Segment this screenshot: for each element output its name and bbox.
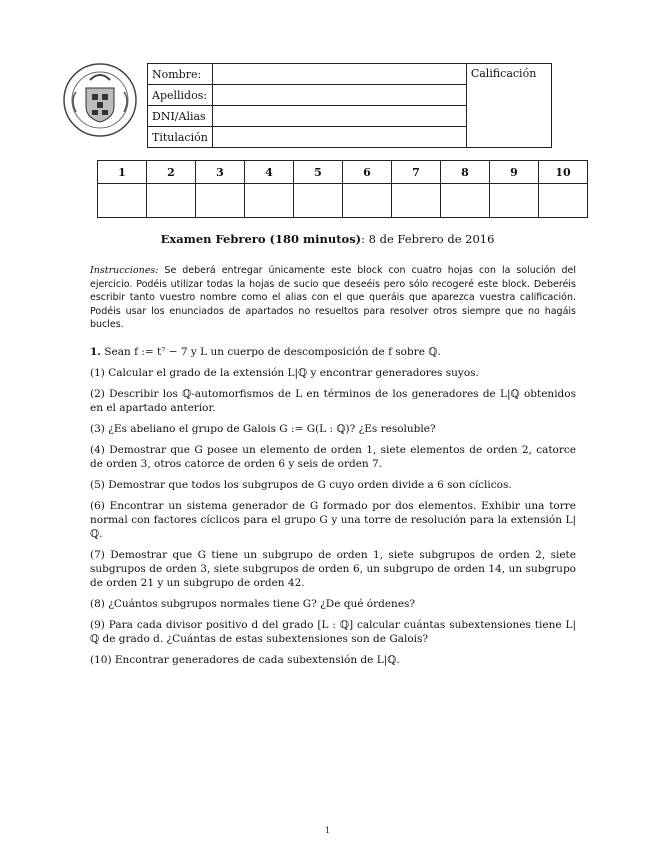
question-item: (3) ¿Es abeliano el grupo de Galois G := G(L : ℚ)? ¿Es resoluble?	[90, 423, 436, 435]
exam-title-bold: Examen Febrero (180 minutos)	[160, 232, 362, 246]
score-cell[interactable]	[98, 184, 147, 218]
score-cell[interactable]	[294, 184, 343, 218]
question-item: (8) ¿Cuántos subgrupos normales tiene G? ¿De qué órdenes?	[90, 598, 416, 610]
score-header: 7	[392, 161, 441, 184]
question-item: (6) Encontrar un sistema generador de G formado por dos elementos. Exhibir una torre normal con factores cíclicos para el grupo G y una torre de resolución para la extensión L|ℚ.	[90, 500, 576, 540]
problem-statement-text: Sean f := t⁷ − 7 y L un cuerpo de descomposición de f sobre ℚ.	[100, 346, 441, 358]
question-item: (9) Para cada divisor positivo d del grado [L : ℚ] calcular cuántas subextensiones tiene L|ℚ de grado d. ¿Cuántas de estas subextensiones son de Galois?	[90, 619, 576, 645]
nombre-label: Nombre:	[148, 64, 213, 85]
university-seal-logo	[62, 62, 138, 138]
score-header: 3	[196, 161, 245, 184]
score-cell[interactable]	[539, 184, 588, 218]
score-header: 1	[98, 161, 147, 184]
question-item: (1) Calcular el grado de la extensión L|ℚ y encontrar generadores suyos.	[90, 367, 479, 379]
problem-number: 1.	[90, 346, 101, 358]
score-header: 5	[294, 161, 343, 184]
calificacion-label: Calificación	[470, 67, 537, 80]
apellidos-field[interactable]	[212, 85, 466, 106]
score-header: 6	[343, 161, 392, 184]
score-header: 4	[245, 161, 294, 184]
instructions	[90, 264, 576, 332]
titulacion-label: Titulación	[148, 127, 213, 148]
dni-label: DNI/Alias	[148, 106, 213, 127]
instructions-text: Se deberá entregar únicamente este block con cuatro hojas con la solución del ejercicio. Podéis utilizar todas la hojas de sucio que deseéis pero sólo recogeré este block. Deberéis escribir tanto vuestro nombre como el alias con el que queráis que aparezca vuestra calificación. Podéis usar los enunciados de apartados no resueltos para resolver otros siempre que no hagáis bucles.	[90, 265, 576, 331]
instructions-lead: Instrucciones:	[90, 265, 159, 276]
score-cell[interactable]	[490, 184, 539, 218]
student-info-table	[147, 63, 552, 148]
score-table	[97, 160, 588, 218]
page-number: 1	[324, 826, 331, 835]
exam-date: : 8 de Febrero de 2016	[361, 232, 495, 246]
exam-title	[0, 232, 655, 246]
calificacion-cell	[466, 64, 551, 148]
apellidos-label: Apellidos:	[148, 85, 213, 106]
question-item: (2) Describir los ℚ-automorfismos de L en términos de los generadores de L|ℚ obtenidos en el apartado anterior.	[90, 388, 576, 414]
question-item: (7) Demostrar que G tiene un subgrupo de orden 1, siete subgrupos de orden 2, siete subgrupos de orden 3, siete subgrupos de orden 6, un subgrupo de orden 14, un subgrupo de orden 21 y un subgrupo de orden 42.	[90, 549, 576, 589]
score-cell[interactable]	[245, 184, 294, 218]
question-item: (4) Demostrar que G posee un elemento de orden 1, siete elementos de orden 2, catorce de orden 3, otros catorce de orden 6 y seis de orden 7.	[90, 444, 576, 470]
score-cell[interactable]	[343, 184, 392, 218]
score-cell[interactable]	[441, 184, 490, 218]
score-header: 8	[441, 161, 490, 184]
score-cell[interactable]	[147, 184, 196, 218]
question-item: (5) Demostrar que todos los subgrupos de G cuyo orden divide a 6 son cíclicos.	[90, 479, 512, 491]
question-item: (10) Encontrar generadores de cada subextensión de L|ℚ.	[90, 654, 400, 666]
score-cell[interactable]	[196, 184, 245, 218]
dni-field[interactable]	[212, 106, 466, 127]
score-header: 9	[490, 161, 539, 184]
score-header: 10	[539, 161, 588, 184]
problem-section	[90, 345, 576, 674]
nombre-field[interactable]	[212, 64, 466, 85]
score-header: 2	[147, 161, 196, 184]
problem-statement	[90, 345, 576, 359]
titulacion-field[interactable]	[212, 127, 466, 148]
score-cell[interactable]	[392, 184, 441, 218]
